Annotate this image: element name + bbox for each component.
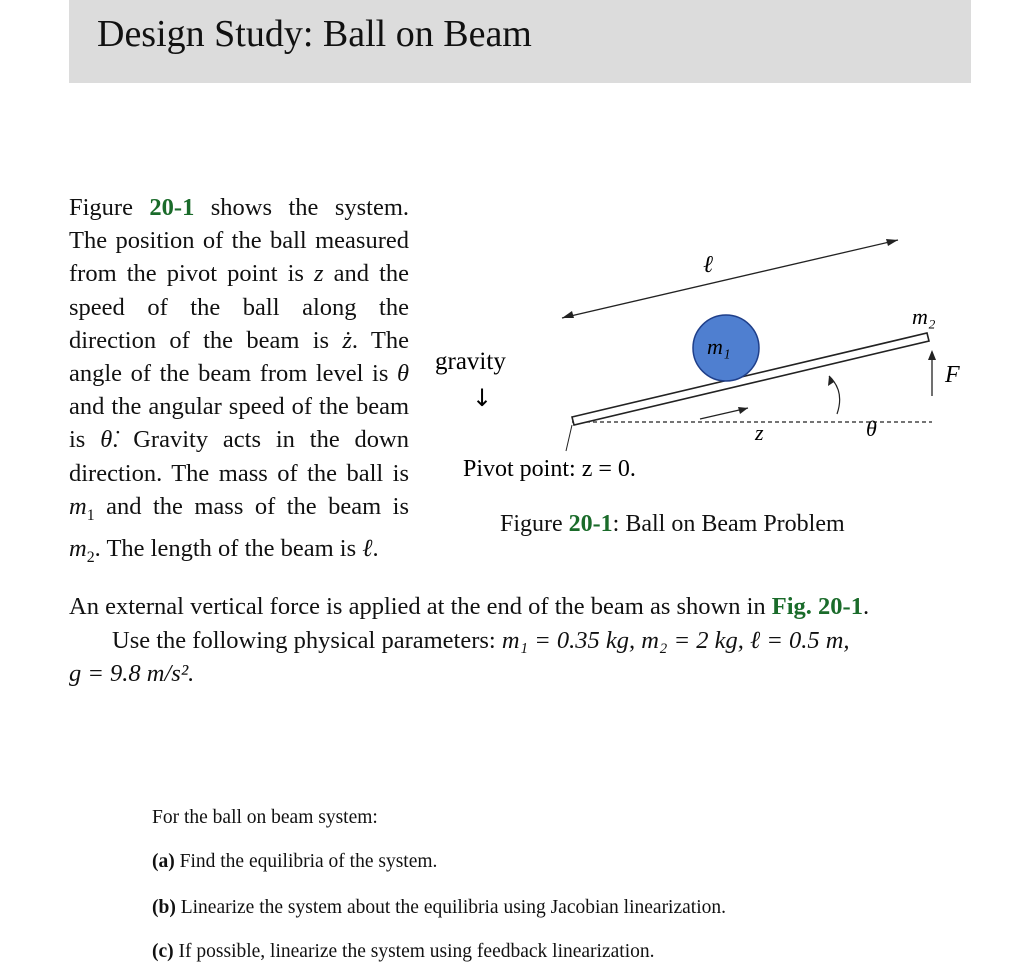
question-c: (c) If possible, linearize the system using feedback linearization. [152,941,655,962]
pivot-marker [566,425,572,451]
force-arrowhead [928,350,936,360]
gravity-arrow: ↓ [472,384,493,412]
label-ell: ℓ [703,252,713,278]
title-bar [69,0,971,83]
page-title: Design Study: Ball on Beam [97,13,532,55]
caption-ref: 20-1 [568,511,613,537]
length-arrowhead-left [562,311,574,318]
label-gravity: gravity [435,348,506,375]
label-pivot: Pivot point: z = 0. [463,456,636,482]
external-force-sentence: An external vertical force is applied at the end of the beam as shown in Fig. 20-1. [69,593,870,620]
figure-caption: Figure 20-1: Ball on Beam Problem [500,511,845,537]
label-m1: m₁ [707,334,731,359]
label-z: z [755,420,764,445]
label-m2: m₂ [912,304,936,329]
ball-on-beam-figure [425,226,965,496]
intro-paragraph: Figure 20-1 shows the system. The position of the ball measured from the pivot point is z and the speed of the ball along the direction of the beam is ż. The angle of the beam from level is θ and the angular speed of the beam is θ̇. Gravity acts in the down direction. The mass of the ball is $m_1$ and the mass of the beam is $m_2$. The length of the beam is ℓ. [69,194,410,566]
length-arrowhead-right [886,239,898,246]
question-a: (a) Find the equilibria of the system. [152,851,438,872]
z-arrowhead [738,407,748,414]
parameters-line: Use the following physical parameters: m₁ = 0.35 kg, m₂ = 2 kg, ℓ = 0.5 m, [112,627,850,654]
gravity-parameter: g = 9.8 m/s². [69,660,195,687]
label-theta: θ [866,416,877,441]
questions-intro: For the ball on beam system: [152,807,378,828]
question-b: (b) Linearize the system about the equilibria using Jacobian linearization. [152,897,726,918]
label-F: F [945,362,960,388]
fig-ref-link[interactable]: Fig. 20-1 [771,593,863,620]
figure-ref-link[interactable]: 20-1 [149,194,195,221]
length-arrow [562,240,898,318]
